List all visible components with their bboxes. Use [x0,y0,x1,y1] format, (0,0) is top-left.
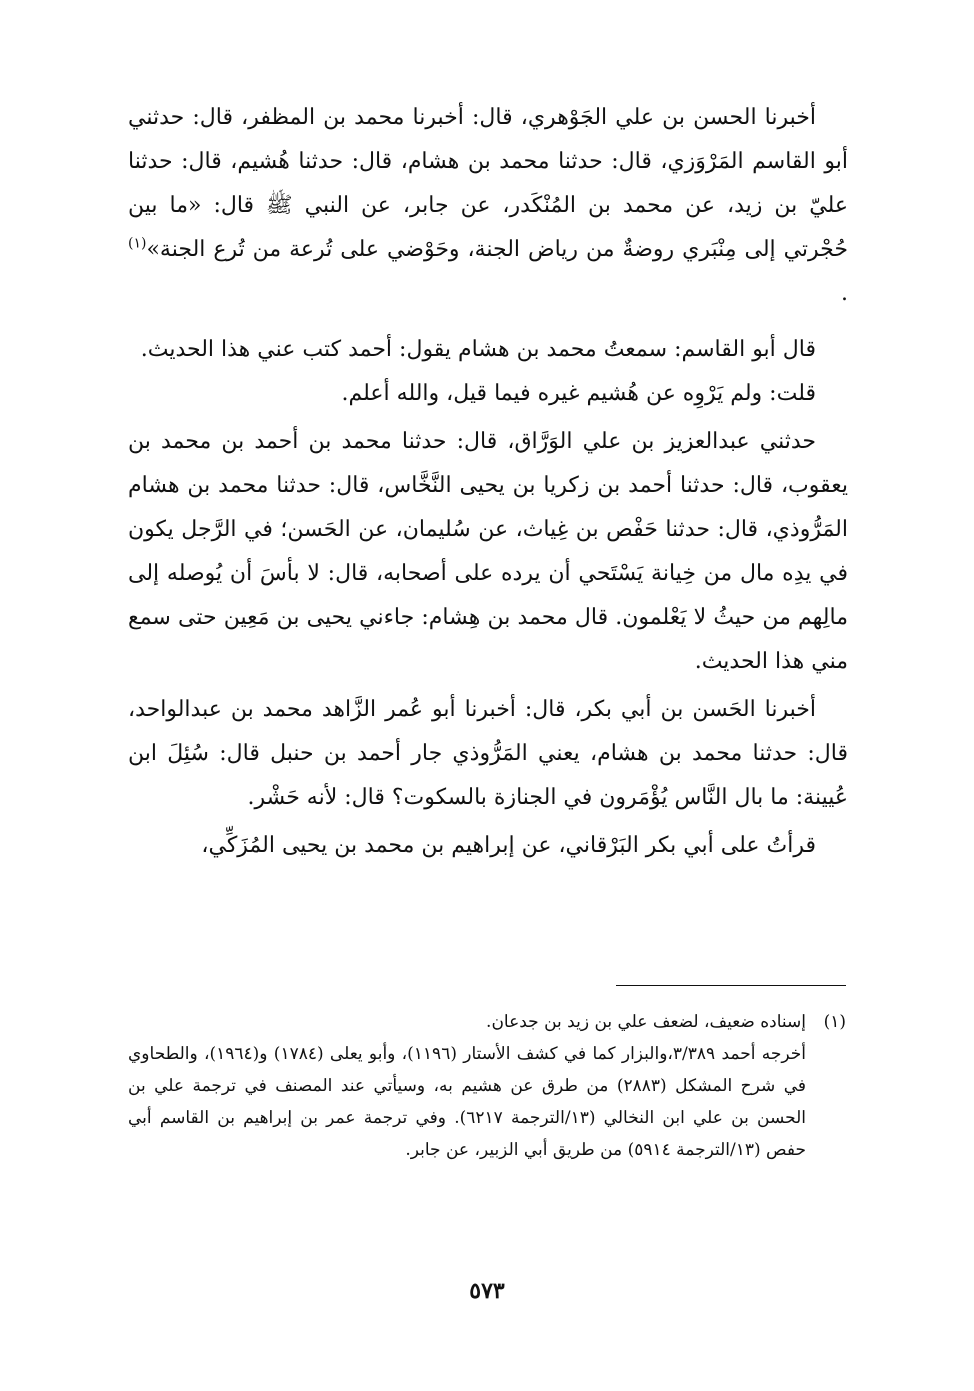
paragraph-1-text: أخبرنا الحسن بن علي الجَوْهري، قال: أخبرنا محمد بن المظفر، قال: حدثني أبو القاسم المَرْوَزي، قال: حدثنا محمد بن هشام، قال: حدثنا هُشيم، قال: حدثنا عليّ بن زيد، عن محمد بن المُنْكَدر، عن جابر، عن النبي ﷺ قال: «ما بين حُجْرتي إلى مِنْبَري روضةٌ من رياض الجنة، وحَوْضي على تُرعة من تُرع الجنة» [128,105,848,262]
main-text [128,96,848,868]
footnote-continuation: أخرجه أحمد ٣/٣٨٩،والبزار كما في كشف الأستار (١١٩٦)، وأبو يعلى (١٧٨٤) و(١٩٦٤)، والطحاوي في شرح المشكل (٢٨٨٣) من طرق عن هشيم به، وسيأتي عند المصنف في ترجمة علي بن الحسن بن علي ابن النخالي (١٣/الترجمة ٦٢١٧). وفي ترجمة عمر بن إبراهيم بن القاسم أبي حفص (١٣/الترجمة ٥٩١٤) من طريق أبي الزبير، عن جابر. [128,1044,806,1160]
paragraph-5: أخبرنا الحَسن بن أبي بكر، قال: أخبرنا أبو عُمر الزَّاهد محمد بن عبدالواحد، قال: حدثنا محمد بن هشام، يعني المَرُّوذي جار أحمد بن حنبل قال: سُئِلَ ابن عُيينة: ما بال النَّاس يُؤْمَرون في الجنازة بالسكوت؟ قال: لأنه حَشْر. [128,697,848,810]
footnote-divider [616,985,846,986]
footnote-number: (١) [823,1012,846,1032]
footnote-first-line: إسناده ضعيف، لضعف علي بن زيد بن جدعان. [486,1012,806,1032]
footnote-reference: (١) [128,235,147,252]
paragraph-3: قلت: ولم يَرْوِه عن هُشيم غيره فيما قيل، والله أعلم. [341,381,816,406]
paragraph-6: قرأتُ على أبي بكر البَرْقاني، عن إبراهيم بن محمد بن يحيى المُزَكِّي، [201,833,816,858]
page-number: ٥٧٣ [469,1278,505,1304]
footnotes [128,1006,846,1166]
paragraph-1-tail: . [841,281,848,306]
paragraph-2: قال أبو القاسم: سمعتُ محمد بن هشام يقول: أحمد كتب عني هذا الحديث. [140,337,816,362]
paragraph-4: حدثني عبدالعزيز بن علي الوَرَّاق، قال: حدثنا محمد بن أحمد بن محمد بن يعقوب، قال: حدثنا أحمد بن زكريا بن يحيى النَّخَّاس، قال: حدثنا محمد بن هشام المَرُّوذي، قال: حدثنا حَفْص بن غِياث، عن سُليمان، عن الحَسن؛ في الرَّجل يكون في يدِه مال من خِيانة يَسْتَحي أن يرده على أصحابه، قال: لا بأسَ أن يُوصله إلى مالِهم من حيثُ لا يَعْلمون. قال محمد بن هِشام: جاءني يحيى بن مَعِين حتى سمع مني هذا الحديث. [128,429,848,674]
footnote-1 [128,1006,846,1038]
paragraph-1 [128,96,848,316]
